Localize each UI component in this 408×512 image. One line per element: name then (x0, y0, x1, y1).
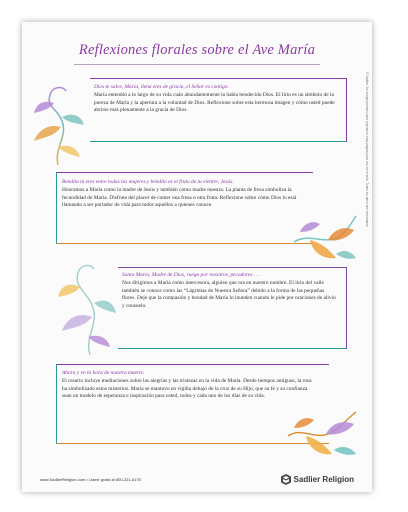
section-1-body: María entendió a lo largo de su vida cuán abundantemente la había bendecido Dios. El lirio es un símbolo de la pureza de María y la apertura a la voluntad de Dios. Reflexione sobre esta hermosa imagen y cómo usted puede abrirse más plenamente a la gracia de Dios. (94, 92, 335, 114)
handout-page (22, 22, 372, 492)
footer-contact: www.SadlierReligion.com • Llame gratis al 800-221-5175 (40, 477, 141, 482)
copyright-strip (363, 72, 371, 392)
section-4-lead: Ahora y en la hora de nuestra muerte. (62, 370, 145, 376)
floral-ornament-1 (28, 77, 88, 167)
sadlier-logo-icon (281, 474, 291, 485)
title-divider (74, 64, 320, 65)
section-4 (62, 370, 312, 401)
brand-logo (281, 474, 354, 485)
section-1-lead: Dios te salve, María, llena eres de gracia, el Señor es contigo. (94, 84, 229, 90)
section-2-body: Honramos a María como la madre de Jesús y también como madre nuestra. La planta de fresa simboliza la fecundidad de María. Disfrute del placer de comer una fresa u otra fruta. Reflexione sobre cómo Dios lo está llamando a ser portador de vida para todos aquellos a quienes conoce. (62, 187, 297, 209)
floral-ornament-4 (284, 402, 362, 464)
section-4-body: El rosario incluye mediaciones sobre las alegrías y las tristezas en la vida de María. Desde tiempos antiguos, la rosa ha simbolizado estos misterios. María se mantuvo en vigilia debajo de la cruz de su Hijo, que su fe y su confianza sean un modelo de esperanza e inspiración para usted, todos y cada uno de los días de su vida. (62, 378, 312, 400)
section-3-lead: Santa María, Madre de Dios, ruega por nosotros, pecadores . . . (122, 272, 261, 278)
section-3-body: Nos dirigimos a María como intercesora, alguien que ora en nuestro nombre. El lirio del valle también se conoce como las “Lágrimas de Nuestra Señora” debido a la forma de las pequeñas flores. Deje que la compasión y bondad de María lo inunden cuando le pide por oraciones de alivio y consuelo. (122, 280, 336, 309)
floral-ornament-3 (50, 257, 120, 357)
brand-name: Sadlier Religion (293, 475, 354, 484)
page-title: Reflexiones florales sobre el Ave María (78, 42, 316, 58)
section-2 (62, 179, 298, 210)
section-2-lead: Bendita tú eres entre todas las mujeres y bendito es el fruto de tu vientre, Jesús. (62, 179, 234, 185)
section-3 (122, 272, 336, 311)
copyright-text: © Sadlier. Se otorga permiso para reproducir esta página para uso en el aula. Todos los derechos reservados. (365, 72, 369, 228)
floral-ornament-2 (290, 202, 360, 272)
section-1 (94, 84, 340, 115)
